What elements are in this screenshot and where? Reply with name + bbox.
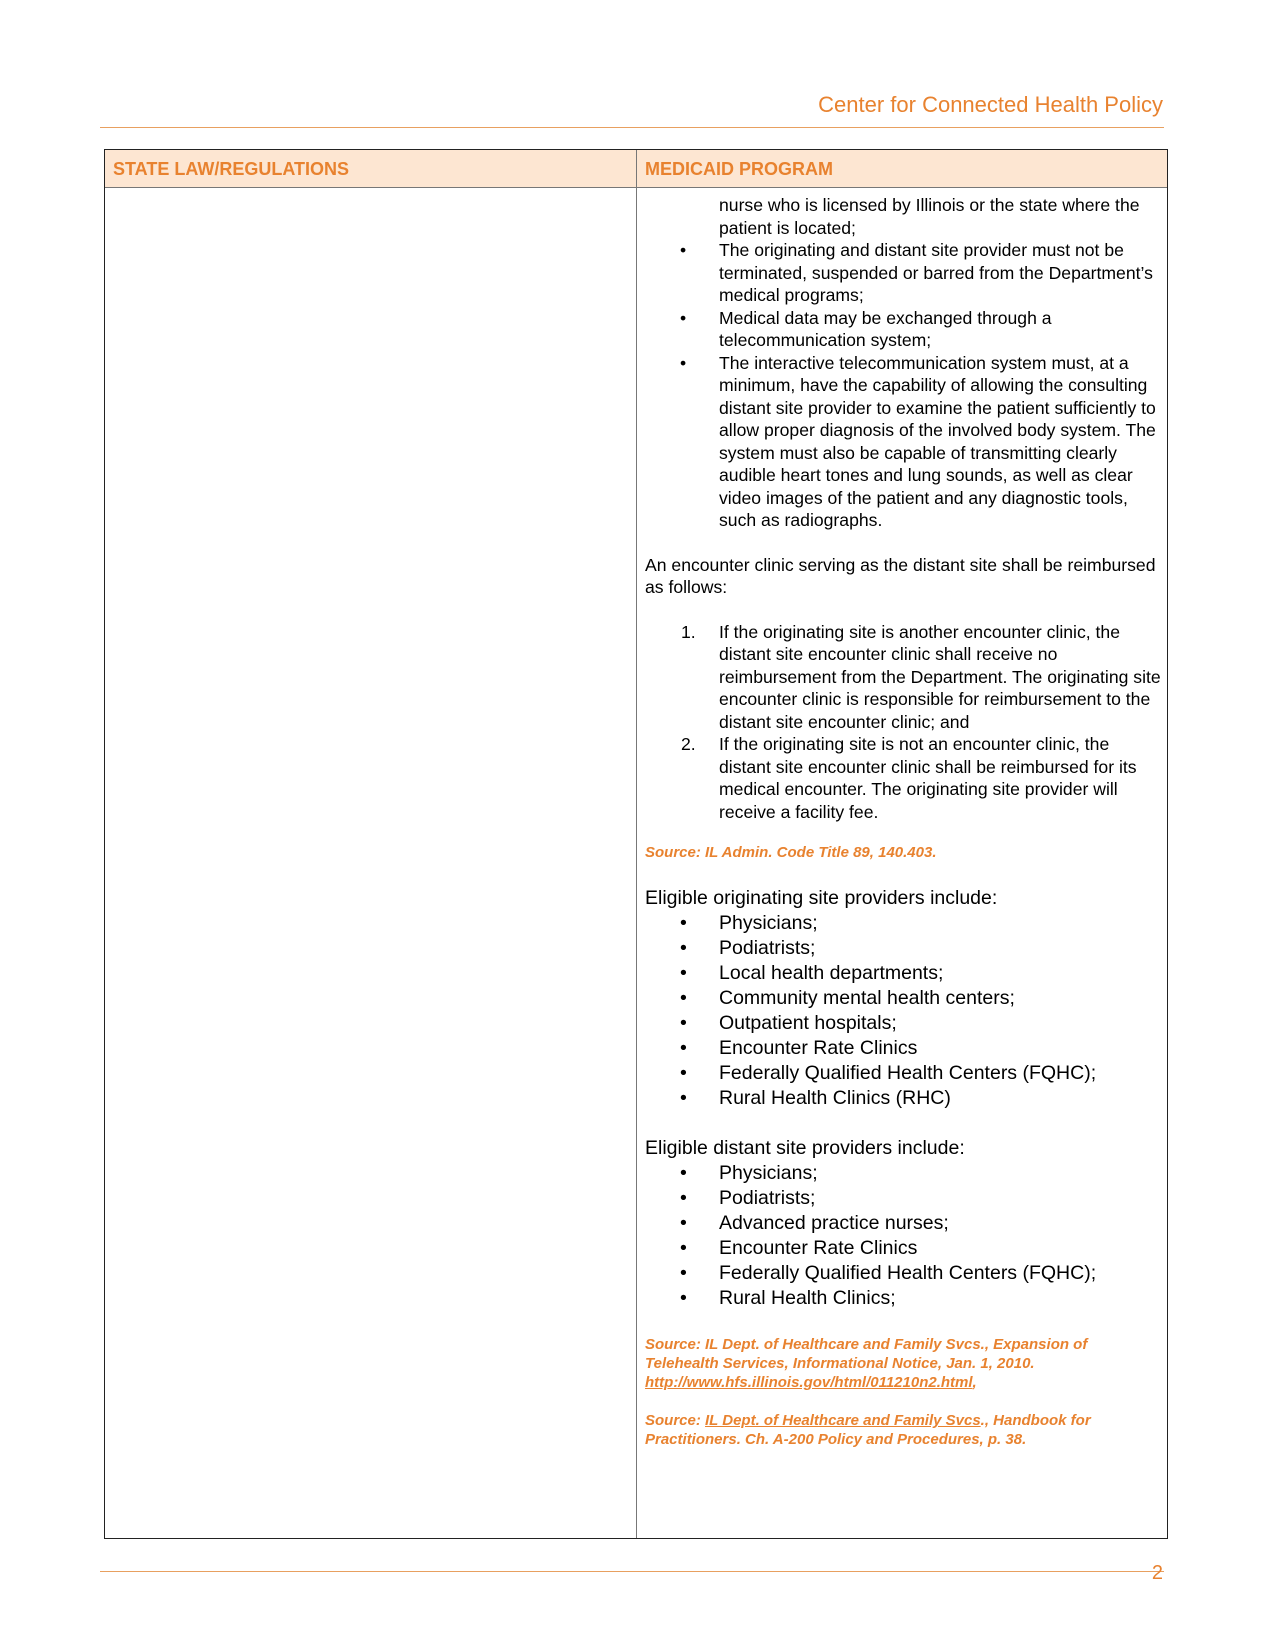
bullet-icon: • [680, 1212, 687, 1234]
list-item [645, 1286, 1163, 1311]
distant-intro: Eligible distant site providers include: [645, 1137, 965, 1159]
page-number: 2 [1151, 1562, 1163, 1584]
header-rule [100, 127, 1164, 128]
list-item [645, 733, 1163, 823]
bullet-icon: • [680, 1087, 687, 1109]
list-item-text: Physicians; [719, 912, 818, 934]
bullet-icon: • [680, 987, 687, 1009]
bullet-icon: • [680, 912, 687, 934]
list-item-text: The originating and distant site provider must not be terminated, suspended or barred from the Department’s medical programs; [719, 240, 1153, 305]
originating-intro: Eligible originating site providers include: [645, 887, 998, 909]
source-citation-1: Source: IL Admin. Code Title 89, 140.403. [645, 844, 937, 861]
list-item-text: Podiatrists; [719, 937, 816, 959]
list-item [645, 352, 1163, 532]
list-item [645, 1261, 1163, 1286]
bullet-icon: • [680, 937, 687, 959]
encounter-list [645, 621, 1163, 824]
list-item [645, 986, 1163, 1011]
bullet-icon: • [680, 1262, 687, 1284]
originating-providers-list [645, 911, 1163, 1111]
list-item-text: Federally Qualified Health Centers (FQHC); [719, 1062, 1097, 1084]
column-header-state-law: STATE LAW/REGULATIONS [113, 159, 349, 179]
list-item [645, 307, 1163, 352]
column-divider [636, 150, 637, 1538]
list-item [645, 239, 1163, 307]
list-item-text: If the originating site is not an encounter clinic, the distant site encounter clinic shall be reimbursed for its medical encounter. The originating site provider will receive a facility fee. [719, 734, 1137, 822]
list-item-text: The interactive telecommunication system must, at a minimum, have the capability of allowing the consulting distant site provider to examine the patient sufficiently to allow proper diagnosis of the involved body system. The system must also be capable of transmitting clearly audible heart tones and lung sounds, as well as clear video images of the patient and any diagnostic tools, such as radiographs. [719, 352, 1156, 530]
list-item-text: Local health departments; [719, 962, 944, 984]
bullet-icon: • [680, 1187, 687, 1209]
list-item [645, 961, 1163, 986]
list-item-text: If the originating site is another encounter clinic, the distant site encounter clinic shall receive no reimbursement from the Department. The originating site encounter clinic is responsible for reimbursement to the distant site encounter clinic; and [719, 621, 1161, 732]
org-name: Center for Connected Health Policy [818, 92, 1163, 117]
bullet-icon: • [680, 240, 687, 260]
list-item [645, 911, 1163, 936]
requirements-list [645, 239, 1163, 532]
list-item-text: Advanced practice nurses; [719, 1212, 949, 1234]
list-item-text: Rural Health Clinics (RHC) [719, 1087, 951, 1109]
bullet-icon: • [680, 1237, 687, 1259]
list-item-text: Rural Health Clinics; [719, 1287, 896, 1309]
source-rest: ., Handbook for Practitioners. Ch. A-200 Policy and Procedures, p. 38. [645, 1412, 1091, 1448]
source-citation-3 [645, 1411, 1163, 1449]
list-item [645, 1211, 1163, 1236]
list-item [645, 1086, 1163, 1111]
list-item [645, 1011, 1163, 1036]
list-item [645, 936, 1163, 961]
list-item [645, 1186, 1163, 1211]
list-item-text: Federally Qualified Health Centers (FQHC); [719, 1262, 1097, 1284]
source-prefix: Source: [645, 1412, 706, 1429]
bullet-icon: • [680, 962, 687, 984]
bullet-icon: • [680, 1287, 687, 1309]
list-item-text: Medical data may be exchanged through a telecommunication system; [719, 307, 1052, 350]
bullet-icon: • [680, 1062, 687, 1084]
source-link[interactable]: IL Dept. of Healthcare and Family Svcs [705, 1412, 981, 1429]
bullet-icon: • [680, 307, 687, 328]
list-item-text: Physicians; [719, 1162, 818, 1184]
list-item [645, 1236, 1163, 1261]
bullet-icon: • [680, 1012, 687, 1034]
list-item [645, 1161, 1163, 1186]
list-number: 1. [681, 621, 696, 642]
source-text: Source: IL Dept. of Healthcare and Family Svcs., Expansion of Telehealth Services, Informational Notice, Jan. 1, 2010. [645, 1336, 1088, 1372]
list-number: 2. [681, 734, 696, 754]
list-item [645, 1061, 1163, 1086]
source-link[interactable]: http://www.hfs.illinois.gov/html/011210n2.html [645, 1374, 973, 1391]
encounter-intro: An encounter clinic serving as the distant site shall be reimbursed as follows: [645, 554, 1156, 597]
continued-text: nurse who is licensed by Illinois or the state where the patient is located; [719, 195, 1140, 238]
list-item-text: Encounter Rate Clinics [719, 1037, 918, 1059]
footer-rule [100, 1571, 1164, 1572]
medicaid-program-cell [645, 194, 1163, 1449]
list-item [645, 621, 1163, 734]
source-citation-2 [645, 1335, 1163, 1392]
bullet-icon: • [680, 352, 687, 373]
list-item-text: Encounter Rate Clinics [719, 1237, 918, 1259]
column-header-medicaid: MEDICAID PROGRAM [645, 159, 833, 179]
source-trailing: , [972, 1374, 977, 1391]
distant-providers-list [645, 1161, 1163, 1311]
policy-table [104, 149, 1168, 1539]
list-item-text: Podiatrists; [719, 1187, 816, 1209]
list-item-text: Outpatient hospitals; [719, 1012, 897, 1034]
bullet-icon: • [680, 1162, 687, 1184]
list-item [645, 1036, 1163, 1061]
list-item-text: Community mental health centers; [719, 987, 1015, 1009]
bullet-icon: • [680, 1037, 687, 1059]
